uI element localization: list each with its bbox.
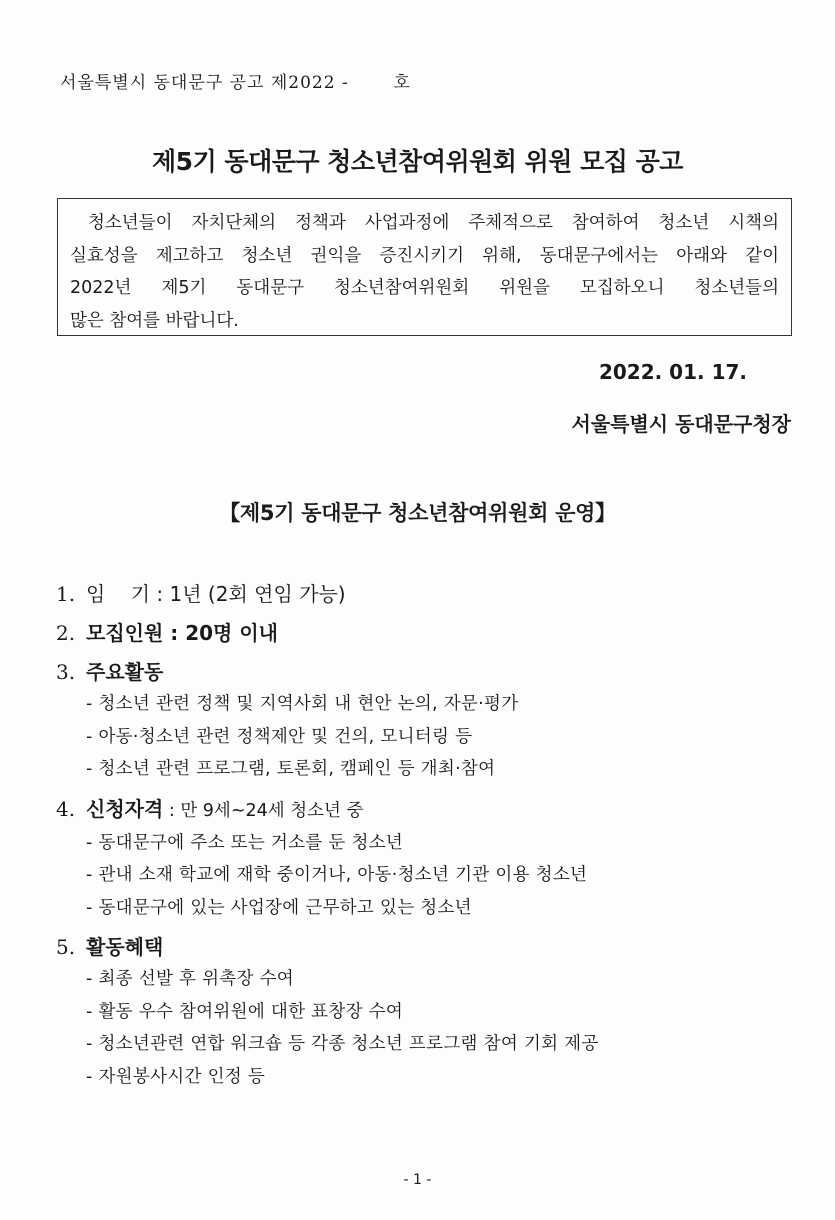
intro-line: 많은 참여를 바랍니다. [70, 310, 239, 331]
page-number: - 1 - [403, 1172, 432, 1188]
item-label: 주요활동 [86, 660, 164, 684]
item-label: 신청자격 [86, 796, 164, 821]
sub-item: - 청소년 관련 프로그램, 토론회, 캠페인 등 개최·참여 [86, 759, 496, 779]
document-title: 제5기 동대문구 청소년참여위원회 위원 모집 공고 [152, 147, 683, 176]
item-value: 1년 (2회 연임 가능) [169, 582, 346, 606]
sub-item: - 동대문구에 주소 또는 거소를 둔 청소년 [86, 832, 404, 853]
sub-item: - 청소년 관련 정책 및 지역사회 내 현안 논의, 자문·평가 [86, 694, 519, 714]
intro-line: 실효성을 제고하고 청소년 권익을 증진시키기 위해, 동대문구에서는 아래와 같이 [70, 245, 779, 266]
item-value: 20명 이내 [185, 621, 278, 645]
item-number: 2. [56, 621, 76, 645]
item-separator: : [163, 800, 181, 821]
item-heading [56, 578, 816, 610]
item-term [56, 578, 816, 610]
item-value: 만 9세~24세 청소년 중 [180, 800, 364, 821]
sub-item: - 청소년관련 연합 워크숍 등 각종 청소년 프로그램 참여 기회 제공 [86, 1034, 599, 1054]
item-list [56, 578, 816, 1100]
item-recruit-count [56, 617, 816, 649]
item-heading [56, 931, 816, 963]
item-heading [56, 793, 816, 827]
item-separator: : [150, 582, 170, 606]
item-number: 5. [56, 935, 76, 959]
item-label: 임 기 [86, 582, 151, 606]
intro-line: 2022년 제5기 동대문구 청소년참여위원회 위원을 모집하오니 청소년들의 [70, 278, 779, 298]
intro-line: 청소년들이 자치단체의 정책과 사업과정에 주체적으로 참여하여 청소년 시책의 [88, 213, 779, 233]
item-separator: : [163, 621, 186, 645]
item-number: 1. [56, 582, 76, 606]
sub-item: - 자원봉사시간 인정 등 [86, 1066, 266, 1087]
item-number: 3. [56, 660, 76, 684]
intro-box [57, 198, 792, 336]
sub-item: - 동대문구에 있는 사업장에 근무하고 있는 청소년 [86, 897, 472, 918]
item-eligibility [56, 793, 816, 925]
item-label: 모집인원 [86, 621, 164, 645]
sub-item: - 최종 선발 후 위촉장 수여 [86, 969, 294, 989]
sub-item: - 활동 우수 참여위원에 대한 표창장 수여 [86, 1001, 404, 1022]
section-title: 【제5기 동대문구 청소년참여위원회 운영】 [219, 501, 616, 525]
item-activities [56, 656, 816, 786]
sub-item: - 아동·청소년 관련 정책제안 및 건의, 모니터링 등 [86, 726, 473, 747]
item-heading [56, 617, 816, 649]
item-label: 활동혜택 [86, 935, 164, 959]
issuer-name: 서울특별시 동대문구청장 [571, 412, 791, 436]
notice-number: 서울특별시 동대문구 공고 제2022 - 호 [60, 73, 411, 93]
sub-item: - 관내 소재 학교에 재학 중이거나, 아동·청소년 기관 이용 청소년 [86, 865, 588, 885]
item-number: 4. [56, 796, 76, 821]
item-heading [56, 656, 816, 688]
item-benefits [56, 931, 816, 1093]
notice-date: 2022. 01. 17. [598, 360, 747, 384]
